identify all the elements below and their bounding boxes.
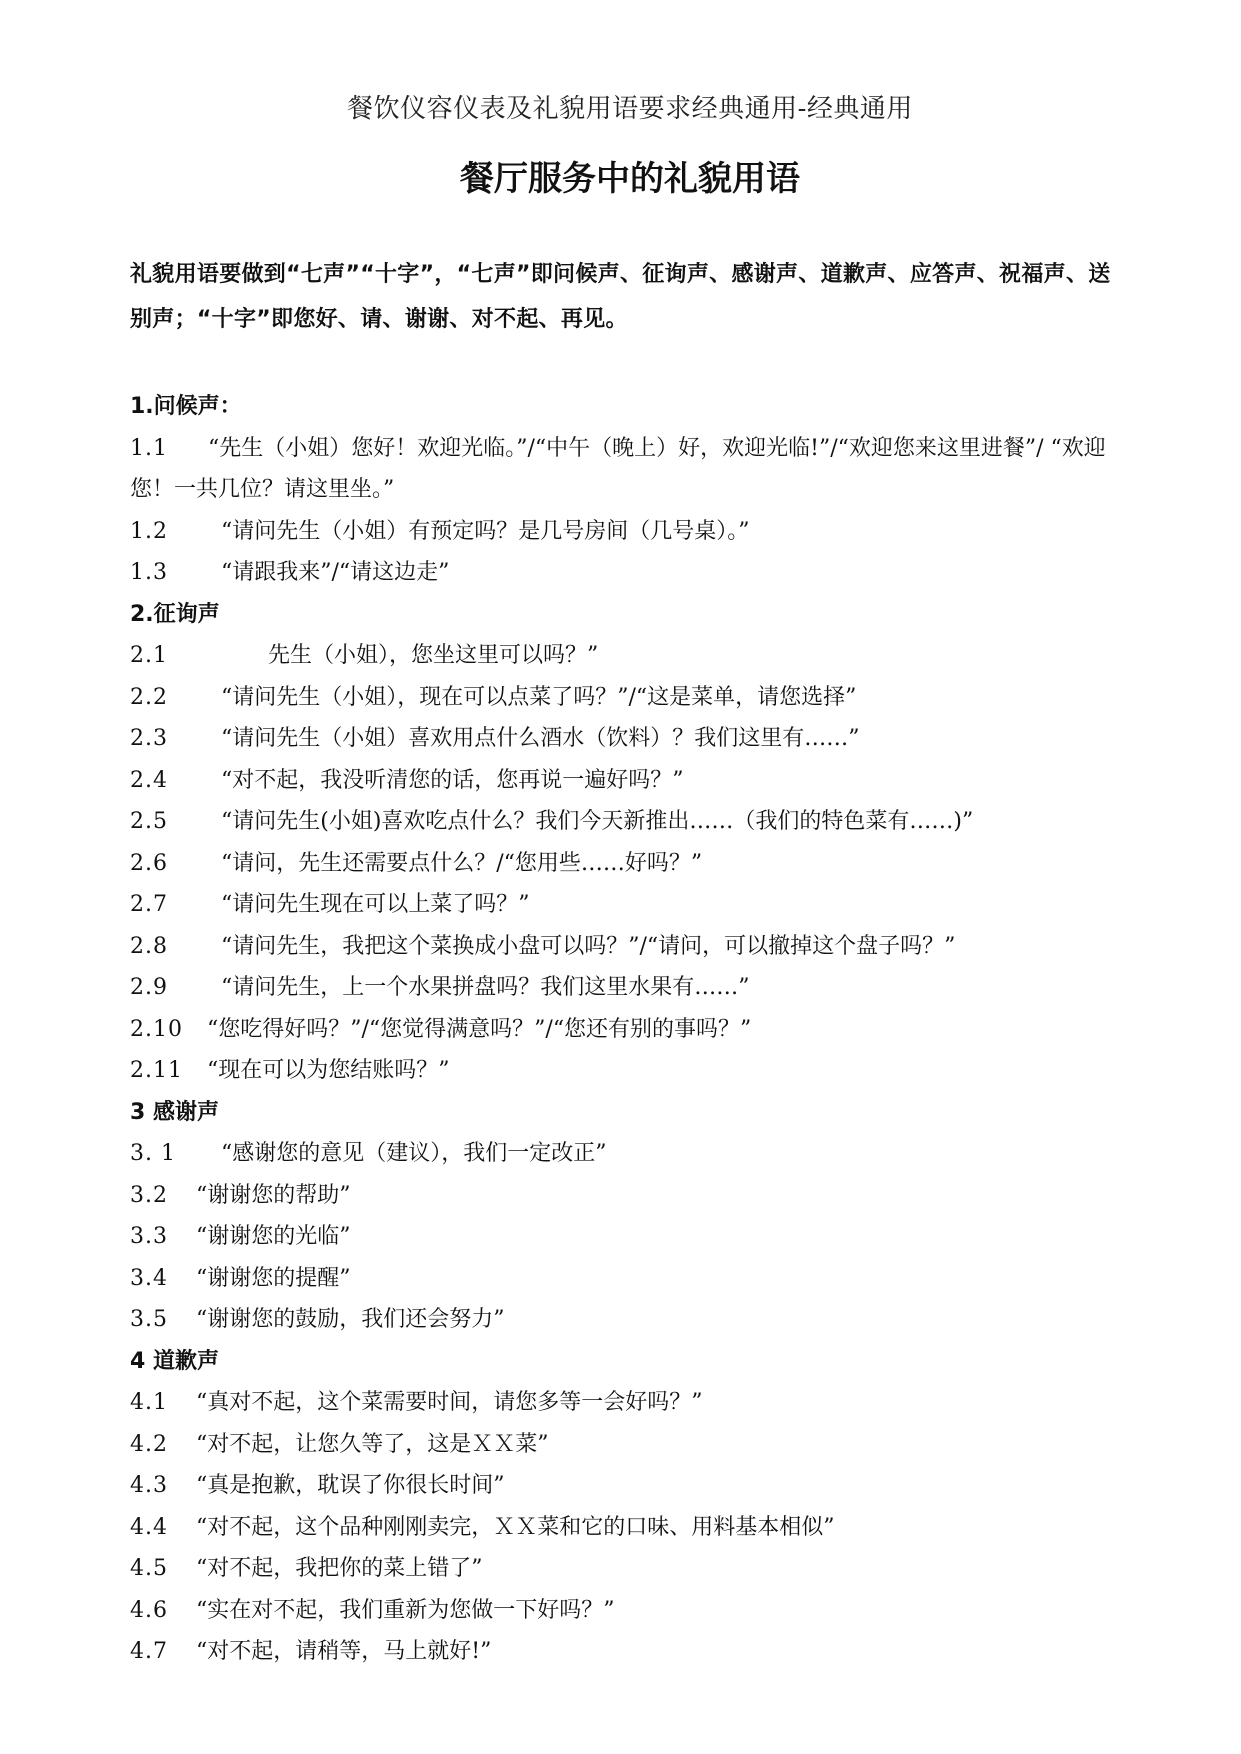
item-text: “请跟我来”/“请这边走” xyxy=(221,560,450,585)
list-item xyxy=(130,718,1130,760)
item-text: “您吃得好吗？”/“您觉得满意吗？”/“您还有别的事吗？” xyxy=(207,1016,752,1042)
item-number: 2.10 xyxy=(130,1016,183,1042)
list-item xyxy=(130,1548,1130,1590)
item-number: 3.2 xyxy=(130,1182,168,1208)
item-number: 4.4 xyxy=(130,1514,168,1540)
list-item xyxy=(130,677,1130,719)
item-number: 2.1 xyxy=(130,643,168,668)
item-text: “对不起，我把你的菜上错了” xyxy=(196,1556,483,1581)
list-item xyxy=(130,511,1130,553)
item-number: 1.1 xyxy=(130,435,168,461)
item-text: “请问先生，我把这个菜换成小盘可以吗？”/“请问，可以撤掉这个盘子吗？” xyxy=(221,933,956,959)
item-text: “谢谢您的提醒” xyxy=(196,1265,351,1291)
item-text: “真是抱歉，耽误了你很长时间” xyxy=(196,1473,505,1498)
list-item xyxy=(130,1009,1130,1051)
list-item xyxy=(130,1382,1130,1424)
item-number: 4.7 xyxy=(130,1639,168,1664)
section-heading-apology: 4 道歉声 xyxy=(130,1348,219,1374)
list-item xyxy=(130,1175,1130,1217)
item-number: 2.2 xyxy=(130,684,168,710)
list-item xyxy=(130,428,1130,511)
section-heading-thanks: 3 感谢声 xyxy=(130,1099,219,1125)
item-number: 4.6 xyxy=(130,1597,168,1623)
item-text: “谢谢您的鼓励，我们还会努力” xyxy=(196,1307,505,1332)
item-text: “对不起，我没听清您的话，您再说一遍好吗？” xyxy=(221,767,684,793)
item-text: “请问先生(小姐)喜欢吃点什么？我们今天新推出……（我们的特色菜有……)” xyxy=(221,809,974,834)
list-item xyxy=(130,801,1130,843)
list-item xyxy=(130,1507,1130,1549)
list-item xyxy=(130,1050,1130,1092)
document-page xyxy=(130,88,1130,1673)
item-text: “请问先生（小姐）喜欢用点什么酒水（饮料）？我们这里有……” xyxy=(221,726,860,751)
item-text: “对不起，这个品种刚刚卖完，ＸＸ菜和它的口味、用料基本相似” xyxy=(196,1514,835,1540)
list-item xyxy=(130,1299,1130,1341)
item-text: “现在可以为您结账吗？” xyxy=(207,1058,450,1083)
list-item xyxy=(130,1133,1130,1175)
item-text: “请问先生，上一个水果拼盘吗？我们这里水果有……” xyxy=(221,975,750,1000)
item-text: “对不起，让您久等了，这是ＸＸ菜” xyxy=(196,1431,549,1457)
item-text: “谢谢您的帮助” xyxy=(196,1182,351,1208)
list-item xyxy=(130,1216,1130,1258)
list-item xyxy=(130,552,1130,594)
item-number: 4.1 xyxy=(130,1390,168,1415)
item-number: 2.11 xyxy=(130,1058,183,1083)
list-item xyxy=(130,884,1130,926)
item-number: 3. 1 xyxy=(130,1141,176,1166)
item-number: 2.7 xyxy=(130,892,168,917)
list-item xyxy=(130,1590,1130,1632)
item-number: 3.3 xyxy=(130,1224,168,1249)
intro-paragraph: 礼貌用语要做到“七声”“十字”，“七声”即问候声、征询声、感谢声、道歉声、应答声、祝福声、送别声；“十字”即您好、请、谢谢、对不起、再见。 xyxy=(130,262,1111,332)
item-text: “请问先生现在可以上菜了吗？” xyxy=(221,892,530,917)
item-text: “请问，先生还需要点什么？/“您用些……好吗？” xyxy=(221,850,703,876)
section-heading-greeting: 1.问候声： xyxy=(130,394,242,419)
item-text: “实在对不起，我们重新为您做一下好吗？” xyxy=(196,1597,615,1623)
item-number: 2.8 xyxy=(130,933,168,959)
list-item xyxy=(130,843,1130,885)
list-item xyxy=(130,1631,1130,1673)
item-number: 1.2 xyxy=(130,518,168,544)
item-number: 4.2 xyxy=(130,1431,168,1457)
item-number: 2.9 xyxy=(130,975,168,1000)
item-number: 4.3 xyxy=(130,1473,168,1498)
page-title: 餐厅服务中的礼貌用语 xyxy=(460,159,800,199)
item-number: 2.4 xyxy=(130,767,168,793)
item-text: “谢谢您的光临” xyxy=(196,1224,351,1249)
item-text: 先生（小姐），您坐这里可以吗？” xyxy=(268,643,599,668)
item-text: “先生（小姐）您好！欢迎光临。”/“中午（晚上）好，欢迎光临!”/“欢迎您来这里进餐”/ “欢迎您！一共几位？请这里坐。” xyxy=(130,435,1106,502)
item-text: “真对不起，这个菜需要时间，请您多等一会好吗？” xyxy=(196,1390,703,1415)
list-item xyxy=(130,926,1130,968)
list-item xyxy=(130,967,1130,1009)
item-number: 1.3 xyxy=(130,560,168,585)
list-item xyxy=(130,760,1130,802)
list-item xyxy=(130,1424,1130,1466)
item-text: “感谢您的意见（建议），我们一定改正” xyxy=(221,1141,607,1166)
item-number: 4.5 xyxy=(130,1556,168,1581)
item-text: “请问先生（小姐）有预定吗？是几号房间（几号桌）。” xyxy=(221,518,750,544)
list-item xyxy=(130,1258,1130,1300)
list-item xyxy=(130,1465,1130,1507)
list-item xyxy=(130,635,1130,677)
item-text: “对不起，请稍等，马上就好!” xyxy=(196,1639,492,1664)
item-number: 2.6 xyxy=(130,850,168,876)
sections xyxy=(130,386,1130,1673)
item-number: 2.3 xyxy=(130,726,168,751)
item-text: “请问先生（小姐），现在可以点菜了吗？”/“这是菜单，请您选择” xyxy=(221,684,857,710)
section-heading-inquiry: 2.征询声 xyxy=(130,601,220,627)
item-number: 3.4 xyxy=(130,1265,168,1291)
item-number: 2.5 xyxy=(130,809,168,834)
document-header: 餐饮仪容仪表及礼貌用语要求经典通用-经典通用 xyxy=(347,94,913,124)
item-number: 3.5 xyxy=(130,1307,168,1332)
